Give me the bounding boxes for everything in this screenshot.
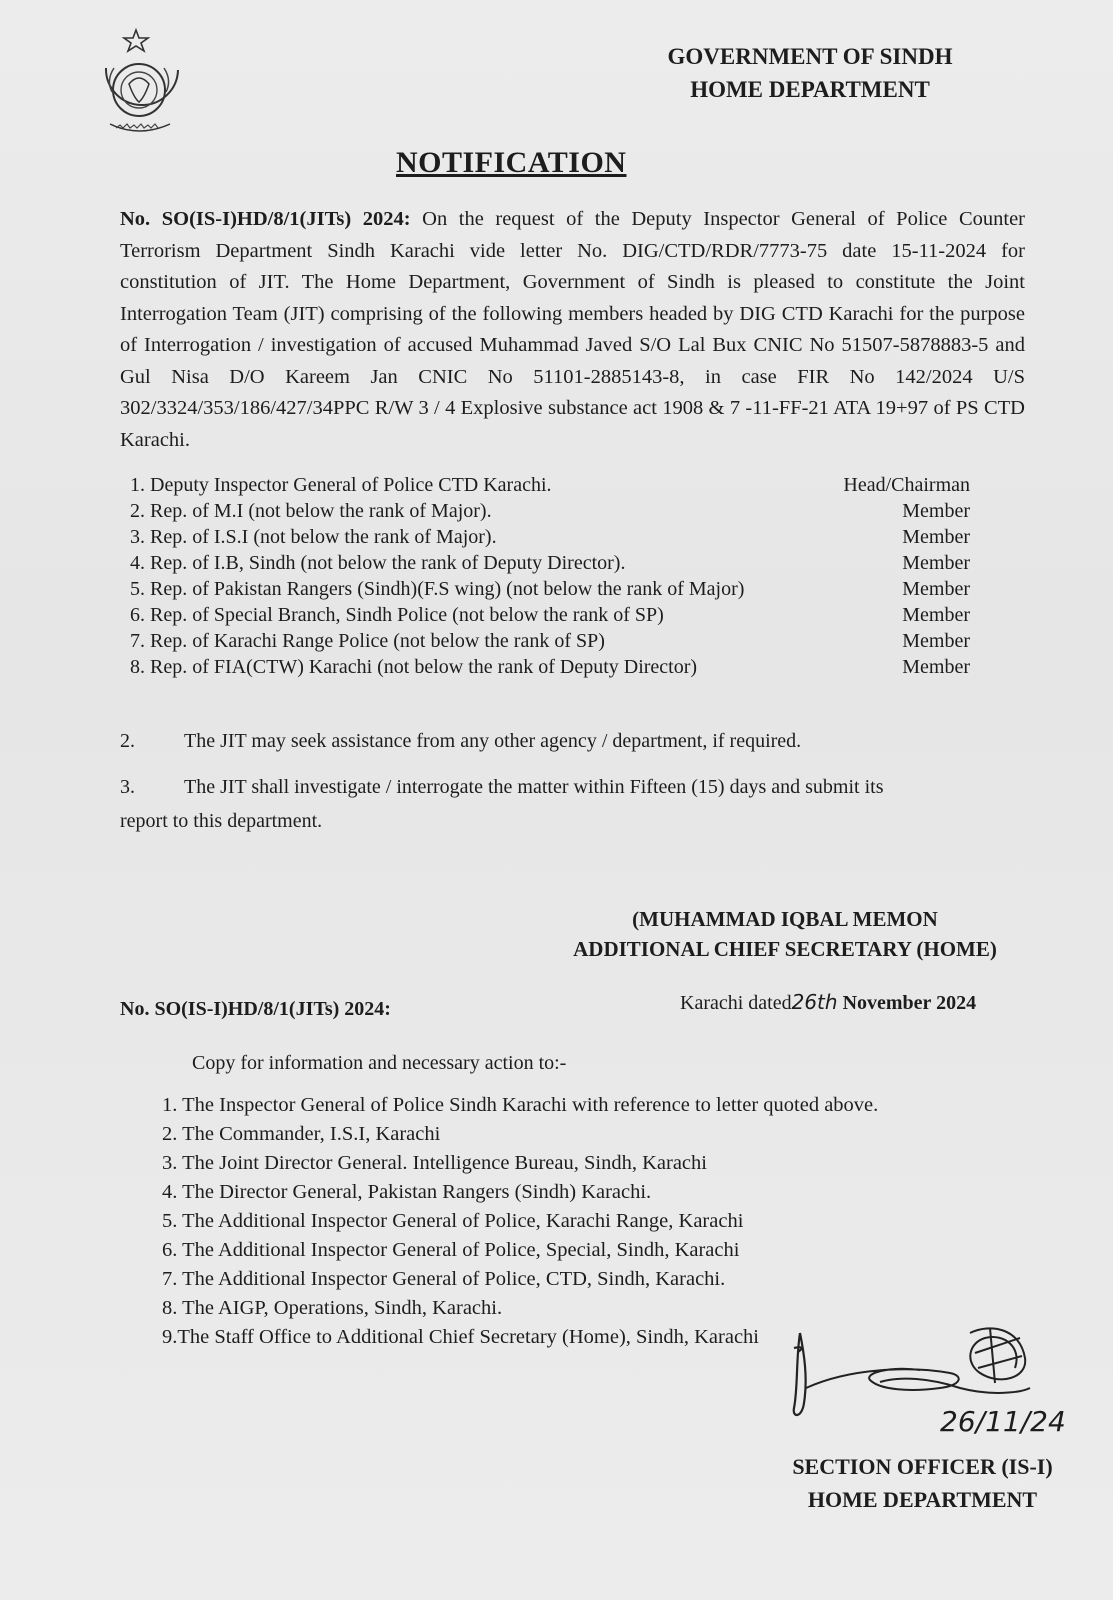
- clause-text: The JIT may seek assistance from any other agency / department, if required.: [184, 730, 802, 752]
- copy-date: [680, 990, 976, 1015]
- list-item: [130, 578, 970, 605]
- clause-text: The JIT shall investigate / interrogate the matter within Fifteen (15) days and submit its: [184, 776, 884, 798]
- list-item: [130, 526, 970, 553]
- list-item: 6. The Additional Inspector General of Police, Special, Sindh, Karachi: [162, 1239, 740, 1261]
- member-text: 1. Deputy Inspector General of Police CTD Karachi.: [130, 474, 552, 496]
- dated-prefix: Karachi dated: [680, 992, 792, 1014]
- list-item: 2. The Commander, I.S.I, Karachi: [162, 1123, 441, 1145]
- signatory-designation: ADDITIONAL CHIEF SECRETARY (HOME): [573, 937, 997, 961]
- officer-title: SECTION OFFICER (IS-I): [792, 1454, 1053, 1479]
- list-item: [130, 656, 970, 683]
- copy-intro: Copy for information and necessary action to:-: [192, 1052, 567, 1074]
- member-text: 6. Rep. of Special Branch, Sindh Police (not below the rank of SP): [130, 604, 664, 626]
- list-item: 8. The AIGP, Operations, Sindh, Karachi.: [162, 1297, 503, 1319]
- member-text: 3. Rep. of I.S.I (not below the rank of Major).: [130, 526, 497, 548]
- government-line: GOVERNMENT OF SINDH: [667, 44, 953, 69]
- member-role: Member: [902, 526, 970, 548]
- member-text: 5. Rep. of Pakistan Rangers (Sindh)(F.S wing) (not below the rank of Major): [130, 578, 745, 600]
- member-role: Member: [902, 604, 970, 626]
- government-of-sindh-emblem-icon: [92, 28, 192, 146]
- clause-3-continuation: report to this department.: [120, 810, 323, 832]
- list-item: 1. The Inspector General of Police Sindh Karachi with reference to letter quoted above.: [162, 1094, 879, 1116]
- member-role: Head/Chairman: [843, 474, 970, 496]
- list-item: 4. The Director General, Pakistan Rangers (Sindh) Karachi.: [162, 1181, 652, 1203]
- member-text: 2. Rep. of M.I (not below the rank of Major).: [130, 500, 492, 522]
- member-role: Member: [902, 630, 970, 652]
- department-line: HOME DEPARTMENT: [690, 77, 930, 102]
- member-role: Member: [902, 656, 970, 678]
- list-item: 9.The Staff Office to Additional Chief Secretary (Home), Sindh, Karachi: [162, 1326, 759, 1348]
- member-text: 4. Rep. of I.B, Sindh (not below the rank of Deputy Director).: [130, 552, 626, 574]
- list-item: [130, 500, 970, 527]
- list-item: [130, 630, 970, 657]
- list-item: [130, 474, 970, 501]
- list-item: 3. The Joint Director General. Intelligence Bureau, Sindh, Karachi: [162, 1152, 707, 1174]
- page-title: NOTIFICATION: [396, 146, 627, 179]
- signatory-block: [545, 904, 1025, 964]
- member-role: Member: [902, 500, 970, 522]
- list-item: [130, 604, 970, 631]
- list-item: 5. The Additional Inspector General of Police, Karachi Range, Karachi: [162, 1210, 744, 1232]
- member-role: Member: [902, 552, 970, 574]
- clause-number: 2.: [120, 730, 135, 752]
- department-header: [660, 40, 960, 106]
- clause-number: 3.: [120, 776, 135, 798]
- notification-paragraph: [120, 204, 1025, 456]
- copy-number: No. SO(IS-I)HD/8/1(JITs) 2024:: [120, 998, 391, 1020]
- signatory-name: (MUHAMMAD IQBAL MEMON: [632, 907, 938, 931]
- notification-number: No. SO(IS-I)HD/8/1(JITs) 2024:: [120, 208, 411, 230]
- member-text: 7. Rep. of Karachi Range Police (not below the rank of SP): [130, 630, 605, 652]
- section-officer-block: [760, 1450, 1085, 1516]
- signature-date: 26/11/24: [940, 1405, 1066, 1438]
- clause-2: [120, 730, 801, 753]
- member-text: 8. Rep. of FIA(CTW) Karachi (not below the rank of Deputy Director): [130, 656, 698, 678]
- clause-3: [120, 776, 883, 799]
- list-item: [130, 552, 970, 579]
- notification-body: On the request of the Deputy Inspector General of Police Counter Terrorism Department Sindh Karachi vide letter No. DIG/CTD/RDR/7773-75 date 15-11-2024 for constitution of JIT. The Home Department, Government of Sindh is pleased to constitute the Joint Interrogation Team (JIT) comprising of the following members headed by DIG CTD Karachi for the purpose of Interrogation / investigation of accused Muhammad Javed S/O Lal Bux CNIC No 51507-5878883-5 and Gul Nisa D/O Kareem Jan CNIC No 51101-2885143-8, in case FIR No 142/2024 U/S 302/3324/353/186/427/34PPC R/W 3 / 4 Explosive substance act 1908 & 7 -11-FF-21 ATA 19+97 of PS CTD Karachi.: [120, 208, 1026, 451]
- officer-department: HOME DEPARTMENT: [807, 1487, 1038, 1512]
- member-role: Member: [902, 578, 970, 600]
- dated-day: 26th: [791, 990, 838, 1014]
- dated-suffix: November 2024: [842, 992, 977, 1014]
- list-item: 7. The Additional Inspector General of Police, CTD, Sindh, Karachi.: [162, 1268, 726, 1290]
